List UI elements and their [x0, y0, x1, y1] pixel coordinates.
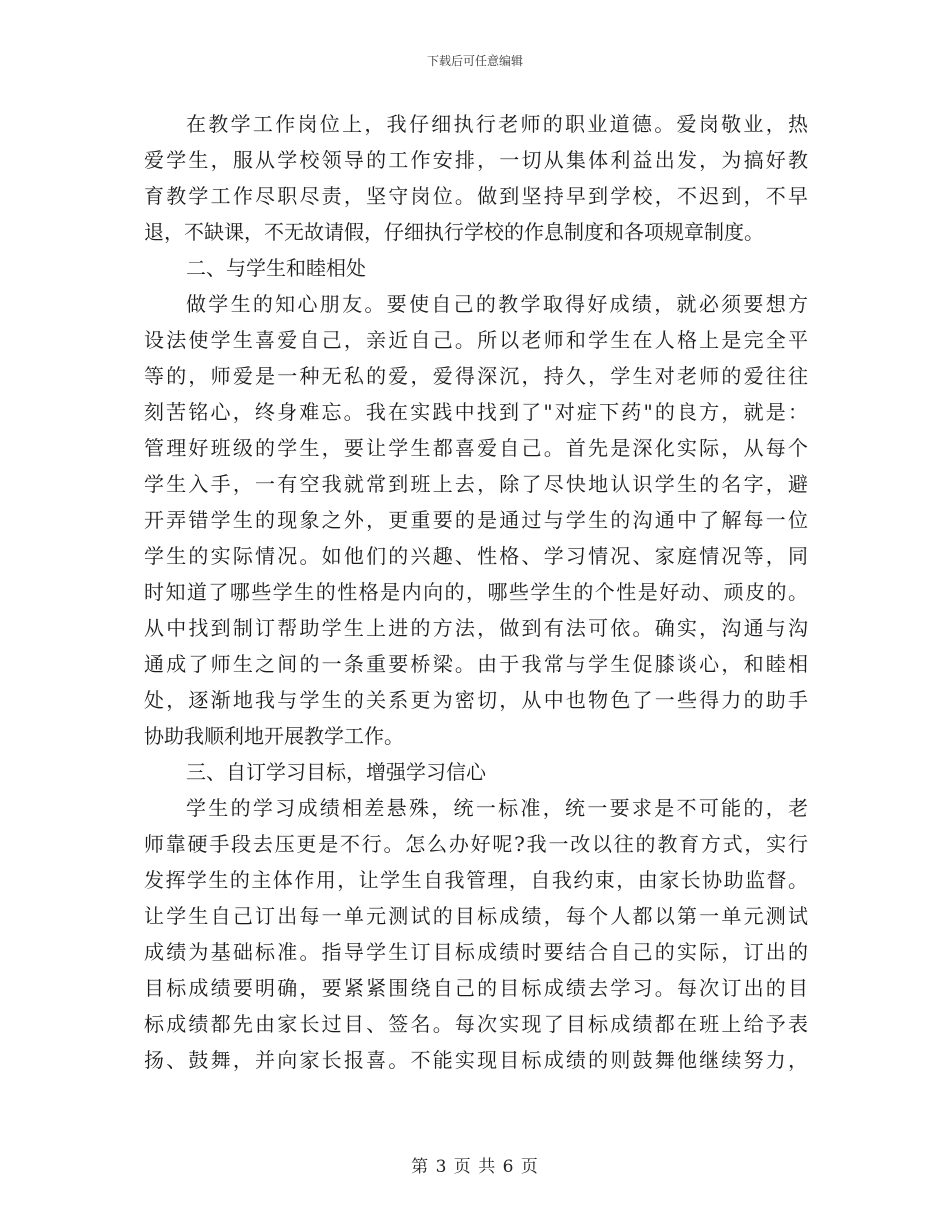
text-line: 时知道了哪些学生的性格是内向的，哪些学生的个性是好动、顽皮的。: [144, 580, 808, 604]
text-line: 让学生自己订出每一单元测试的目标成绩，每个人都以第一单元测试: [144, 904, 808, 928]
section-heading: 二、与学生和睦相处: [186, 256, 366, 280]
text-line: 做学生的知心朋友。要使自己的教学取得好成绩，就必须要想方: [186, 292, 808, 316]
section-heading: 三、自订学习目标，增强学习信心: [186, 760, 486, 784]
text-line: 爱学生，服从学校领导的工作安排，一切从集体利益出发，为搞好教: [144, 148, 808, 172]
text-line: 学生入手，一有空我就常到班上去，除了尽快地认识学生的名字，避: [144, 472, 808, 496]
text-line: 发挥学生的主体作用，让学生自我管理，自我约束，由家长协助监督。: [144, 868, 808, 892]
text-line: 刻苦铭心，终身难忘。我在实践中找到了"对症下药"的良方，就是：: [144, 400, 808, 424]
text-line: 育教学工作尽职尽责，坚守岗位。做到坚持早到学校，不迟到，不早: [144, 184, 808, 208]
text-line: 等的，师爱是一种无私的爱，爱得深沉，持久，学生对老师的爱往往: [144, 364, 808, 388]
text-line: 开弄错学生的现象之外，更重要的是通过与学生的沟通中了解每一位: [144, 508, 808, 532]
text-line: 管理好班级的学生，要让学生都喜爱自己。首先是深化实际，从每个: [144, 436, 808, 460]
text-line: 目标成绩要明确，要紧紧围绕自己的目标成绩去学习。每次订出的目: [144, 976, 808, 1000]
text-line: 退，不缺课，不无故请假，仔细执行学校的作息制度和各项规章制度。: [144, 220, 764, 244]
text-line: 协助我顺利地开展教学工作。: [144, 724, 404, 748]
page-header: 下载后可任意编辑: [426, 54, 523, 68]
text-line: 成绩为基础标准。指导学生订目标成绩时要结合自己的实际，订出的: [144, 940, 808, 964]
text-line: 处，逐渐地我与学生的关系更为密切，从中也物色了一些得力的助手: [144, 688, 808, 712]
text-line: 学生的实际情况。如他们的兴趣、性格、学习情况、家庭情况等，同: [144, 544, 808, 568]
text-line: 师靠硬手段去压更是不行。怎么办好呢?我一改以往的教育方式，实行: [144, 832, 808, 856]
page-number-footer: 第 3 页 共 6 页: [411, 1157, 539, 1177]
text-line: 通成了师生之间的一条重要桥梁。由于我常与学生促膝谈心，和睦相: [144, 652, 808, 676]
document-body: [144, 106, 808, 1078]
text-line: 从中找到制订帮助学生上进的方法，做到有法可依。确实，沟通与沟: [144, 616, 808, 640]
text-line: 标成绩都先由家长过目、签名。每次实现了目标成绩都在班上给予表: [144, 1012, 808, 1036]
text-line: 学生的学习成绩相差悬殊，统一标准，统一要求是不可能的，老: [186, 796, 808, 820]
text-line: 扬、鼓舞，并向家长报喜。不能实现目标成绩的则鼓舞他继续努力，: [144, 1048, 808, 1072]
text-line: 设法使学生喜爱自己，亲近自己。所以老师和学生在人格上是完全平: [144, 328, 808, 352]
text-line: 在教学工作岗位上，我仔细执行老师的职业道德。爱岗敬业，热: [186, 112, 808, 136]
